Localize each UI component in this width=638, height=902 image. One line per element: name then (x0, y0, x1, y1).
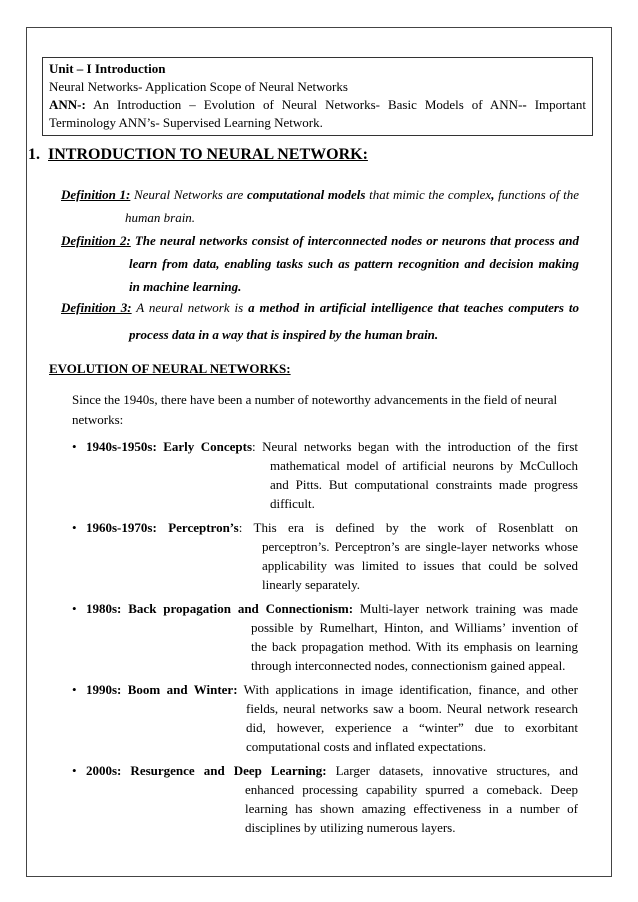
unit-topics-line-1: Neural Networks- Application Scope of Neural Networks (49, 79, 348, 94)
section-number: 1. (28, 146, 40, 163)
evolution-item-1940s: • 1940s-1950s: Early Concepts: Neural networks began with the introduction of the first mathematical model of artificial neurons by McCulloch and Pitts. But computational constraints made progress difficult. (72, 439, 579, 511)
unit-topics-line-3: Terminology ANN’s- Supervised Learning Network. (49, 115, 323, 130)
definition-2: Definition 2: The neural networks consist of interconnected nodes or neurons that process and learn from data, enabling tasks such as pattern recognition and decision making in machine learning. (61, 233, 579, 294)
evolution-item-2000s: • 2000s: Resurgence and Deep Learning: Larger datasets, innovative structures, and enhanced processing capability spurred a comeback. Deep learning has shown amazing effectiveness in a number of disciplines by utilizing numerous layers. (72, 763, 578, 835)
definition-3: Definition 3: A neural network is a method in artificial intelligence that teaches computers to process data in a way that is inspired by the human brain. (61, 300, 579, 342)
section-heading-evolution: EVOLUTION OF NEURAL NETWORKS: (49, 361, 291, 376)
bullet-icon: • (72, 439, 77, 454)
section-heading-introduction (28, 146, 368, 164)
definition-label: Definition 2: (61, 233, 131, 248)
bullet-icon: • (72, 682, 77, 697)
unit-summary-box (42, 57, 593, 136)
evolution-item-1960s: • 1960s-1970s: Perceptron’s: This era is defined by the work of Rosenblatt on perceptron’s. Perceptron’s are single-layer networks whose applicability was limited to issues that could be solved linearly separately. (72, 520, 578, 592)
section-title: INTRODUCTION TO NEURAL NETWORK: (48, 146, 368, 163)
evolution-item-1990s: • 1990s: Boom and Winter: With applications in image identification, finance, and other fields, neural networks saw a boom. Neural network research did, however, experience a “winter” due to exorbitant computational costs and inflated expectations. (72, 682, 578, 754)
unit-topics-line-2: ANN-: An Introduction – Evolution of Neural Networks- Basic Models of ANN-- Important (49, 97, 586, 112)
bullet-icon: • (72, 520, 77, 535)
definition-1: Definition 1: Neural Networks are computational models that mimic the complex, functions of the human brain. (61, 187, 579, 225)
definition-label: Definition 1: (61, 187, 131, 202)
evolution-intro: Since the 1940s, there have been a number of noteworthy advancements in the field of neural networks: (72, 392, 558, 427)
bullet-icon: • (72, 601, 77, 616)
definition-label: Definition 3: (61, 300, 132, 315)
bullet-icon: • (72, 763, 77, 778)
unit-title: Unit – I Introduction (49, 61, 166, 76)
evolution-item-1980s: • 1980s: Back propagation and Connectionism: Multi-layer network training was made possible by Rumelhart, Hinton, and Williams’ invention of the back propagation method. With its emphasis on learning through interconnected nodes, connectionism gained appeal. (72, 601, 578, 673)
